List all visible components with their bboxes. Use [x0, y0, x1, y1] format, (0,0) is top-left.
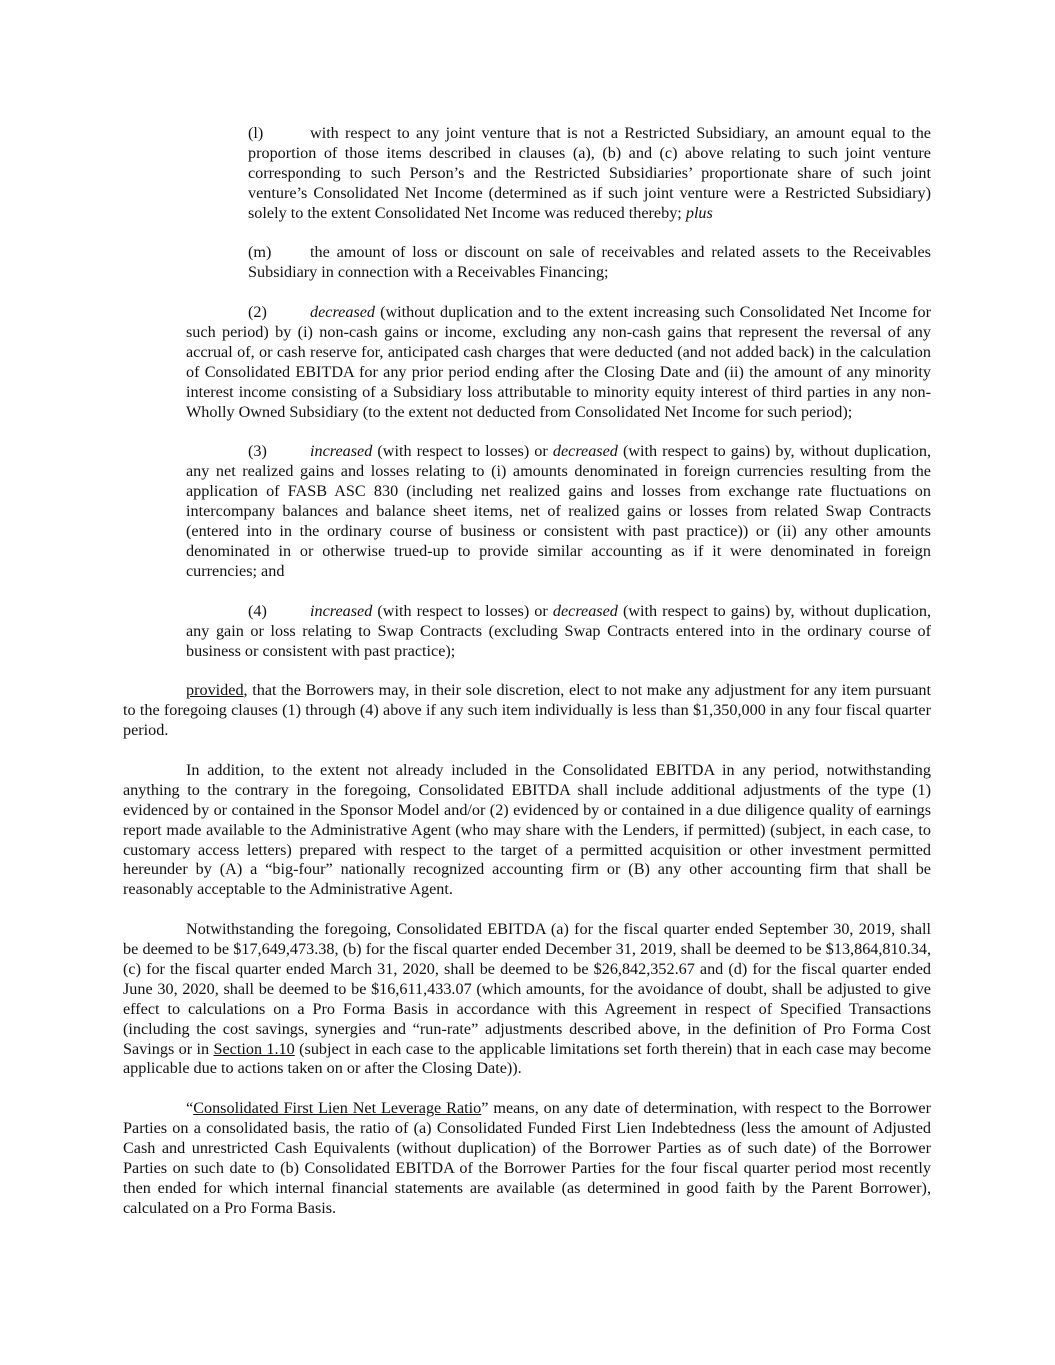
- defined-term: Consolidated First Lien Net Leverage Ratio: [193, 1099, 482, 1118]
- clause-4: [186, 602, 931, 662]
- provided-term: provided: [186, 681, 244, 700]
- proviso-paragraph: [123, 681, 931, 741]
- clause-text: (with respect to gains) by, without duplication, any gain or loss relating to Swap Contracts (excluding Swap Contracts entered into in the ordinary course of business or consistent with past practice);: [186, 601, 931, 660]
- clause-text-mid: (with respect to losses) or: [372, 601, 553, 620]
- open-quote: “: [186, 1099, 194, 1118]
- clause-label: (l): [248, 124, 264, 142]
- clause-text-mid: (with respect to losses) or: [372, 442, 553, 461]
- clause-l: [248, 124, 931, 224]
- clause-text: (without duplication and to the extent increasing such Consolidated Net Income for such period) by (i) non-cash gains or income, excluding any non-cash gains that represent the reversal of any accrual of, or cash reserve for, anticipated cash charges that were deducted (and not added back) in the calculation of Consolidated EBITDA for any prior period ending after the Closing Date and (ii) the amount of any minority interest income consisting of a Subsidiary loss attributable to minority equity interest of third parties in any non-Wholly Owned Subsidiary (to the extent not deducted from Consolidated Net Income for such period);: [186, 303, 931, 421]
- clause-italic-lead: decreased: [310, 303, 376, 322]
- definition-text: ” means, on any date of determination, with respect to the Borrower Parties on a consolidated basis, the ratio of (a) Consolidated Funded First Lien Indebtedness (less the amount of Adjusted Cash and unrestricted Cash Equivalents (without duplication) of the Borrower Parties as of such date) of the Borrower Parties on such date to (b) Consolidated EBITDA of the Borrower Parties for the four fiscal quarter period most recently then ended for which internal financial statements are available (as determined in good faith by the Parent Borrower), calculated on a Pro Forma Basis.: [123, 1099, 931, 1217]
- clause-m: [248, 243, 931, 283]
- clause-2: [186, 303, 931, 422]
- in-addition-paragraph: [123, 761, 931, 900]
- clause-italic-increased: increased: [310, 601, 373, 620]
- clause-italic-increased: increased: [310, 442, 373, 461]
- clause-label: (2): [248, 303, 267, 322]
- clause-text: with respect to any joint venture that is not a Restricted Subsidiary, an amount equal to the proportion of those items described in clauses (a), (b) and (c) above relating to such joint venture corresponding to such Person’s and the Restricted Subsidiaries’ proportionate share of such joint venture’s Consolidated Net Income (determined as if such joint venture were a Restricted Subsidiary) solely to the extent Consolidated Net Income was reduced thereby;: [248, 124, 931, 222]
- notwithstanding-paragraph: [123, 920, 931, 1079]
- clause-label: (m): [248, 243, 272, 262]
- document-page: [123, 124, 931, 1239]
- proviso-text: , that the Borrowers may, in their sole discretion, elect to not make any adjustment for any item pursuant to the foregoing clauses (1) through (4) above if any such item individually is less than $1,350,000 in any four fiscal quarter period.: [123, 681, 931, 740]
- clause-suffix: plus: [685, 203, 713, 222]
- clause-italic-decreased: decreased: [552, 442, 618, 461]
- paragraph-text-after: (subject in each case to the applicable limitations set forth therein) that in each case may become applicable due to actions taken on or after the Closing Date)).: [123, 1039, 932, 1078]
- clause-italic-decreased: decreased: [552, 601, 618, 620]
- clause-text: (with respect to gains) by, without duplication, any net realized gains and losses relating to (i) amounts denominated in foreign currencies resulting from the application of FASB ASC 830 (including net realized gains and losses from exchange rate fluctuations on intercompany balances and balance sheet items, net of realized gains or losses from related Swap Contracts (entered into in the ordinary course of business or consistent with past practice)) or (ii) any other amounts denominated in or otherwise trued-up to provide similar accounting as if it were denominated in foreign currencies; and: [186, 442, 931, 580]
- paragraph-text: In addition, to the extent not already included in the Consolidated EBITDA in any period, notwithstanding anything to the contrary in the foregoing, Consolidated EBITDA shall include additional adjustments of the type (1) evidenced by or contained in the Sponsor Model and/or (2) evidenced by or contained in a due diligence quality of earnings report made available to the Administrative Agent (who may share with the Lenders, if permitted) (subject, in each case, to customary access letters) prepared with respect to the target of a permitted acquisition or other investment permitted hereunder by (A) a “big-four” nationally recognized accounting firm or (B) any other accounting firm that shall be reasonably acceptable to the Administrative Agent.: [123, 760, 931, 899]
- clause-label: (4): [248, 601, 267, 620]
- clause-label: (3): [248, 442, 267, 461]
- section-reference-link[interactable]: Section 1.10: [213, 1039, 295, 1058]
- definition-paragraph: [123, 1099, 931, 1218]
- clause-text: the amount of loss or discount on sale of receivables and related assets to the Receivables Subsidiary in connection with a Receivables Financing;: [248, 243, 931, 282]
- paragraph-text-before: Notwithstanding the foregoing, Consolidated EBITDA (a) for the fiscal quarter ended September 30, 2019, shall be deemed to be $17,649,473.38, (b) for the fiscal quarter ended December 31, 2019, shall be deemed to be $13,864,810.34, (c) for the fiscal quarter ended March 31, 2020, shall be deemed to be $26,842,352.67 and (d) for the fiscal quarter ended June 30, 2020, shall be deemed to be $16,611,433.07 (which amounts, for the avoidance of doubt, shall be adjusted to give effect to calculations on a Pro Forma Basis in accordance with this Agreement in respect of Specified Transactions (including the cost savings, synergies and “run-rate” adjustments described above, in the definition of Pro Forma Cost Savings or in: [123, 920, 931, 1058]
- clause-3: [186, 442, 931, 581]
